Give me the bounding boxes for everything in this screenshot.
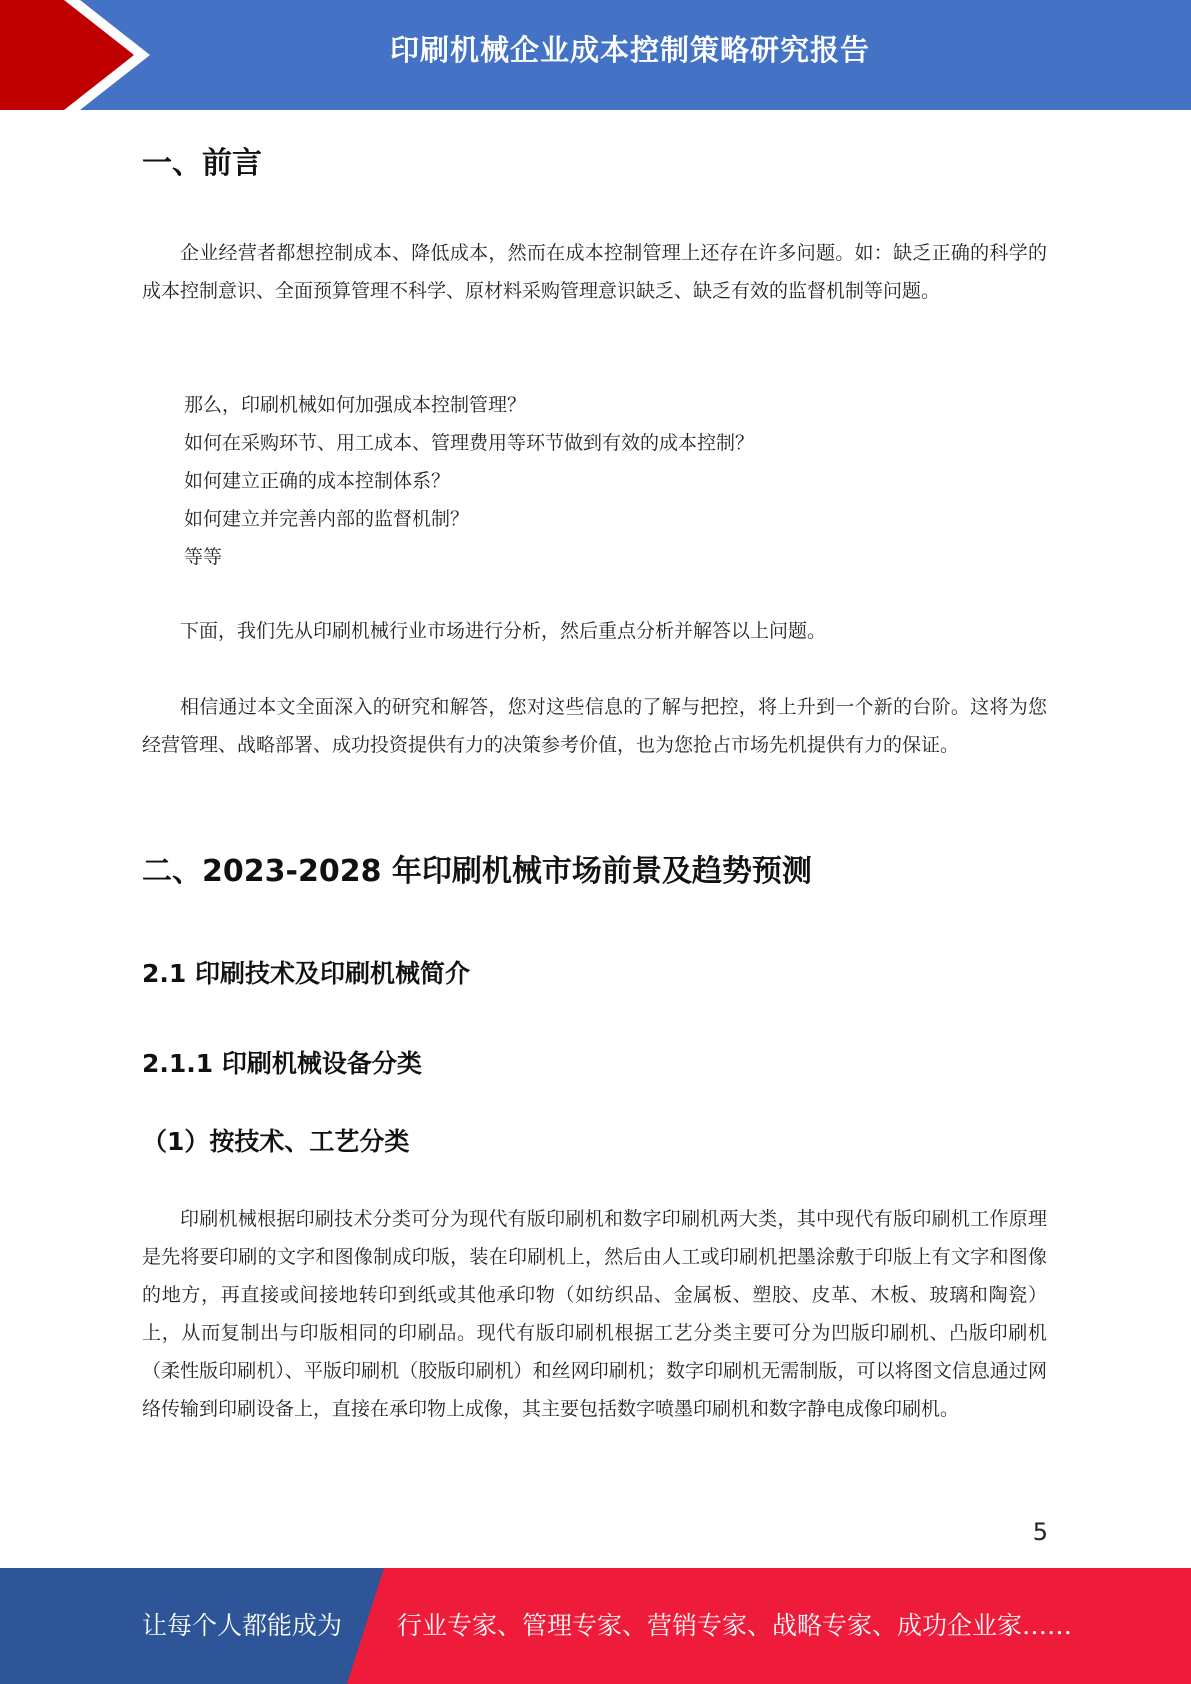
section-title-forecast: 二、2023-2028 年印刷机械市场前景及趋势预测 [142, 854, 812, 889]
section-title-preface: 一、前言 [142, 146, 262, 181]
question-item: 如何建立并完善内部的监督机制？ [184, 508, 470, 530]
subsection-title-classification: 2.1.1 印刷机械设备分类 [142, 1049, 422, 1078]
footer-banner [0, 1568, 1191, 1684]
document-title: 印刷机械企业成本控制策略研究报告 [389, 33, 870, 67]
question-item: 那么，印刷机械如何加强成本控制管理？ [184, 394, 527, 416]
preface-paragraph-3: 相信通过本文全面深入的研究和解答，您对这些信息的了解与把控，将上升到一个新的台阶。这将为您经营管理、战略部署、成功投资提供有力的决策参考价值，也为您抢占市场先机提供有力的保证。 [142, 696, 1047, 756]
question-item: 等等 [184, 546, 223, 568]
question-item: 如何建立正确的成本控制体系？ [184, 470, 451, 492]
footer-slogan-right: 行业专家、管理专家、营销专家、战略专家、成功企业家…… [397, 1611, 1073, 1640]
preface-paragraph-1: 企业经营者都想控制成本、降低成本，然而在成本控制管理上还存在许多问题。如：缺乏正确的科学的成本控制意识、全面预算管理不科学、原材料采购管理意识缺乏、缺乏有效的监督机制等问题。 [142, 242, 1047, 302]
question-item: 如何在采购环节、用工成本、管理费用等环节做到有效的成本控制？ [184, 432, 755, 454]
subsection-title-by-tech: （1）按技术、工艺分类 [142, 1127, 410, 1156]
by-tech-paragraph: 印刷机械根据印刷技术分类可分为现代有版印刷机和数字印刷机两大类，其中现代有版印刷机工作原理是先将要印刷的文字和图像制成印版，装在印刷机上，然后由人工或印刷机把墨涂敷于印版上有文字和图像的地方，再直接或间接地转印到纸或其他承印物（如纺织品、金属板、塑胶、皮革、木板、玻璃和陶瓷）上，从而复制出与印版相同的印刷品。现代有版印刷机根据工艺分类主要可分为凹版印刷机、凸版印刷机（柔性版印刷机）、平版印刷机（胶版印刷机）和丝网印刷机；数字印刷机无需制版，可以将图文信息通过网络传输到印刷设备上，直接在承印物上成像，其主要包括数字喷墨印刷机和数字静电成像印刷机。 [142, 1208, 1047, 1420]
subsection-title-intro: 2.1 印刷技术及印刷机械简介 [142, 959, 470, 988]
question-list [184, 386, 1044, 576]
page-number: 5 [1032, 1518, 1048, 1546]
preface-paragraph-2: 下面，我们先从印刷机械行业市场进行分析，然后重点分析并解答以上问题。 [180, 620, 827, 642]
header-banner [0, 0, 1191, 110]
footer-slogan-left: 让每个人都能成为 [142, 1611, 343, 1640]
